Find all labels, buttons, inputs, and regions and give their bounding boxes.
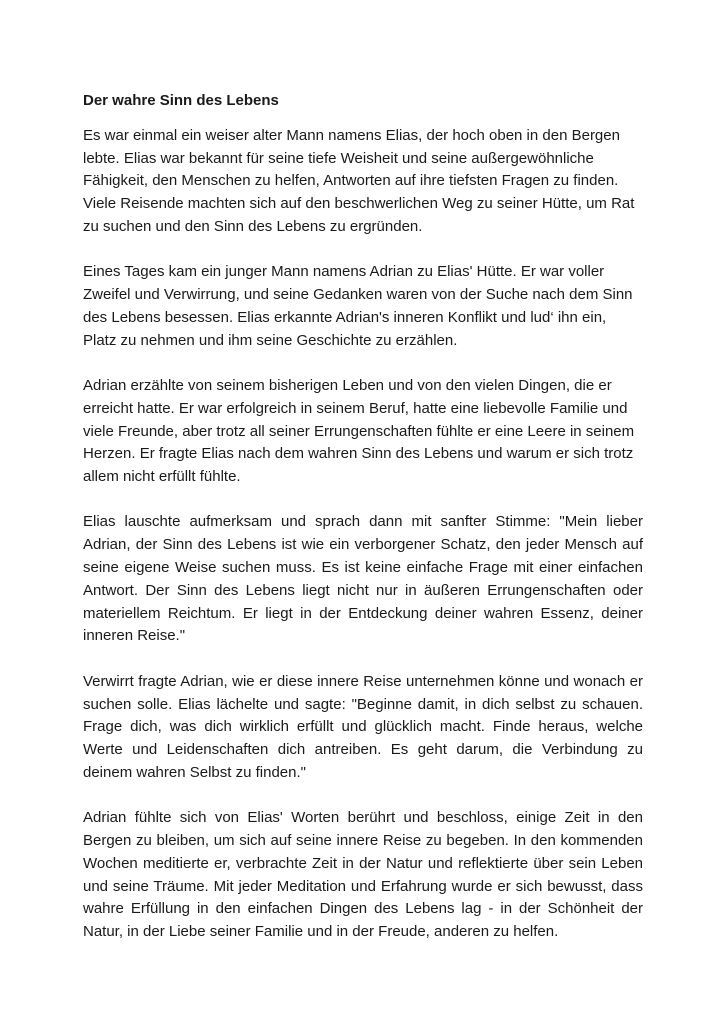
paragraph-2: Eines Tages kam ein junger Mann namens Adrian zu Elias' Hütte. Er war voller Zweifel und Verwirrung, und seine Gedanken waren von der Suche nach dem Sinn des Lebens besessen. Elias erkannte Adrian's inneren Konflikt und lud‘ ihn ein, Platz zu nehmen und ihm seine Geschichte zu erzählen.: [83, 263, 633, 349]
paragraph-3: Adrian erzählte von seinem bisherigen Leben und von den vielen Dingen, die er erreicht hatte. Er war erfolgreich in seinem Beruf, hatte eine liebevolle Familie und viele Freunde, aber trotz all seiner Errungenschaften fühlte er eine Leere in seinem Herzen. Er fragte Elias nach dem wahren Sinn des Lebens und warum er sich trotz allem nicht erfüllt fühlte.: [83, 376, 635, 486]
paragraph-1: Es war einmal ein weiser alter Mann namens Elias, der hoch oben in den Bergen lebte. Elias war bekannt für seine tiefe Weisheit und seine außergewöhnliche Fähigkeit, den Menschen zu helfen, Antworten auf ihre tiefsten Fragen zu finden. Viele Reisende machten sich auf den beschwerlichen Weg zu seiner Hütte, um Rat zu suchen und den Sinn des Lebens zu ergründen.: [83, 126, 635, 235]
document-title: Der wahre Sinn des Lebens: [83, 92, 279, 109]
paragraph-4: Elias lauschte aufmerksam und sprach dann mit sanfter Stimme: "Mein lieber Adrian, der Sinn des Lebens ist wie ein verborgener Schatz, den jeder Mensch auf seine eigene Weise suchen muss. Es ist keine einfache Frage mit einer einfachen Antwort. Der Sinn des Lebens liegt nicht nur in äußeren Errungenschaften oder materiellem Reichtum. Er liegt in der Entdeckung deiner wahren Essenz, deiner inneren Reise.": [83, 513, 643, 645]
paragraph-6: Adrian fühlte sich von Elias' Worten berührt und beschloss, einige Zeit in den Bergen zu bleiben, um sich auf seine innere Reise zu begeben. In den kommenden Wochen meditierte er, verbrachte Zeit in der Natur und reflektierte über sein Leben und seine Träume. Mit jeder Meditation und Erfahrung wurde er sich bewusst, dass wahre Erfüllung in den einfachen Dingen des Lebens lag - in der Schönheit der Natur, in der Liebe seiner Familie und in der Freude, anderen zu helfen.: [83, 809, 643, 941]
document-page: [83, 90, 643, 967]
paragraph-5: Verwirrt fragte Adrian, wie er diese innere Reise unternehmen könne und wonach er suchen solle. Elias lächelte und sagte: "Beginne damit, in dich selbst zu schauen. Frage dich, was dich wirklich erfüllt und glücklich macht. Finde heraus, welche Werte und Leidenschaften dich antreiben. Es geht darum, die Verbindung zu deinem wahren Selbst zu finden.": [83, 672, 643, 781]
